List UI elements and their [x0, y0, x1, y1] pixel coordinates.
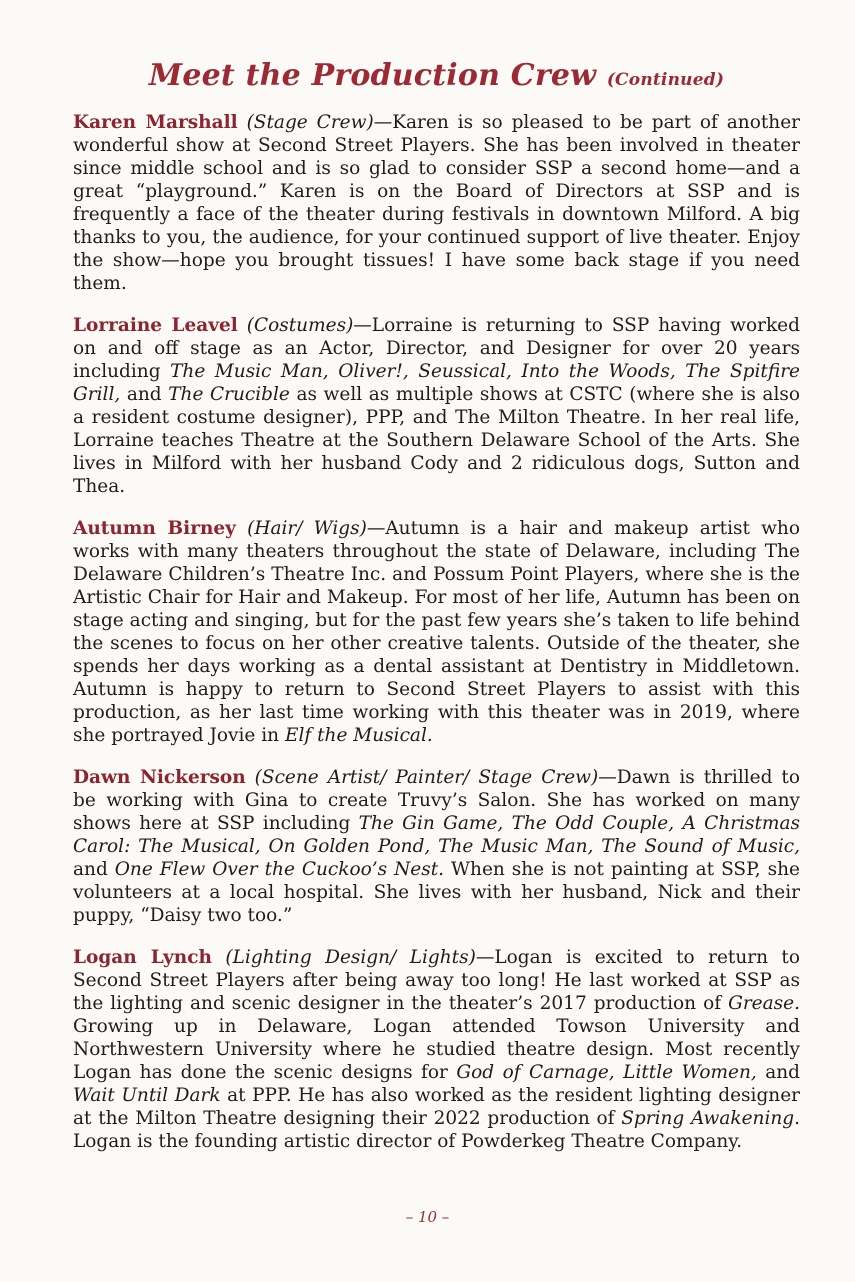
bio-text: Growing up in Delaware, Logan attended Towson University and Northwestern University where he studied theatre design. Most recently Logan has done the scenic designs for	[73, 1016, 800, 1083]
bio-lorraine-leavel	[73, 314, 800, 498]
bio-text: Lorraine is returning to SSP having worked on and off stage as an Actor, Director, and Designer for over 20 years including	[73, 315, 800, 382]
em-dash: —	[373, 112, 393, 133]
crew-name: Karen Marshall	[73, 112, 238, 133]
bio-text: and	[756, 1062, 801, 1083]
bio-text: and	[73, 859, 115, 880]
bio-dawn-nickerson	[73, 766, 800, 927]
crew-name: Lorraine Leavel	[73, 315, 238, 336]
bio-text: Autumn is a hair and makeup artist who works with many theaters throughout the state of Delaware, including The Delaware Children’s Theatre Inc. and Possum Point Players, where she is the Artistic Chair for Hair and Makeup. For most of her life, Autumn has been on stage acting and singing, but for the past few years she’s taken to life behind the scenes to focus on her other creative talents. Outside of the theater, she spends her days working as a dental assistant at Dentistry in Middletown. Autumn is happy to return to Second Street Players to assist with this production, as her last time working with this theater was in 2019, where she portrayed Jovie in	[73, 518, 800, 746]
crew-role: (Scene Artist/ Painter/ Stage Crew)	[254, 767, 599, 788]
show-titles: The Gin Game, The Odd Couple, A Christmas Carol: The Musical, On Golden Pond, The Music Man, The Sound of Music,	[73, 813, 800, 857]
page-number: – 10 –	[405, 1208, 450, 1226]
show-title: Wait Until Dark	[73, 1085, 221, 1106]
bio-text: as well as multiple shows at CSTC (where she is also a resident costume designer), PPP, and The Milton Theatre. In her real life, Lorraine teaches Theatre at the Southern Delaware School of the Arts. She lives in Milford with her husband Cody and 2 ridiculous dogs, Sutton and Thea.	[73, 384, 801, 497]
crew-role: (Lighting Design/ Lights)	[225, 947, 476, 968]
page-title	[73, 58, 800, 93]
em-dash: —	[598, 767, 617, 788]
bio-text: . Logan is the founding artistic director of Powderkeg Theatre Company.	[73, 1108, 801, 1152]
crew-name: Dawn Nickerson	[73, 767, 246, 788]
bio-text: Dawn is thrilled to be working with Gina to create Truvy’s Salon. She has worked on many shows here at SSP including	[73, 767, 800, 834]
bio-text: . When she is not painting at SSP, she volunteers at a local hospital. She lives with her husband, Nick and their puppy, “Daisy two too.”	[73, 859, 800, 926]
title-text: Meet the Production Crew	[148, 58, 597, 93]
crew-role: (Hair/ Wigs)	[247, 518, 367, 539]
crew-role: (Costumes)	[246, 315, 354, 336]
crew-name: Autumn Birney	[73, 518, 236, 539]
em-dash: —	[353, 315, 372, 336]
show-title: Grease.	[728, 993, 800, 1014]
show-title: One Flew Over the Cuckoo’s Nest	[114, 859, 439, 880]
em-dash: —	[475, 947, 495, 968]
show-title: Elf the Musical.	[284, 725, 433, 746]
bio-logan-lynch	[73, 946, 800, 1153]
bio-text: and	[120, 384, 169, 405]
continued-label: (Continued)	[606, 70, 725, 90]
show-title: The Crucible	[168, 384, 290, 405]
show-titles: The Music Man, Oliver!, Seussical, Into the Woods, The Spitfire Grill,	[73, 361, 801, 405]
em-dash: —	[366, 518, 386, 539]
crew-name: Logan Lynch	[73, 947, 212, 968]
crew-role: (Stage Crew)	[246, 112, 374, 133]
program-page	[73, 58, 800, 1172]
show-titles: God of Carnage, Little Women,	[456, 1062, 757, 1083]
bio-autumn-birney	[73, 517, 800, 747]
bio-text: at PPP. He has also worked as the resident lighting designer at the Milton Theatre designing their 2022 production of	[73, 1085, 800, 1129]
bio-text: Karen is so pleased to be part of another wonderful show at Second Street Players. She has been involved in theater since middle school and is so glad to consider SSP a second home—and a great “playground.” Karen is on the Board of Directors at SSP and is frequently a face of the theater during festivals in downtown Milford. A big thanks to you, the audience, for your continued support of live theater. Enjoy the show—hope you brought tissues! I have some back stage if you need them.	[73, 112, 800, 294]
show-title: Spring Awakening	[621, 1108, 795, 1129]
bio-karen-marshall	[73, 111, 800, 295]
bio-text: Logan is excited to return to Second Street Players after being away too long! He last worked at SSP as the lighting and scenic designer in the theater’s 2017 production of	[73, 947, 800, 1014]
